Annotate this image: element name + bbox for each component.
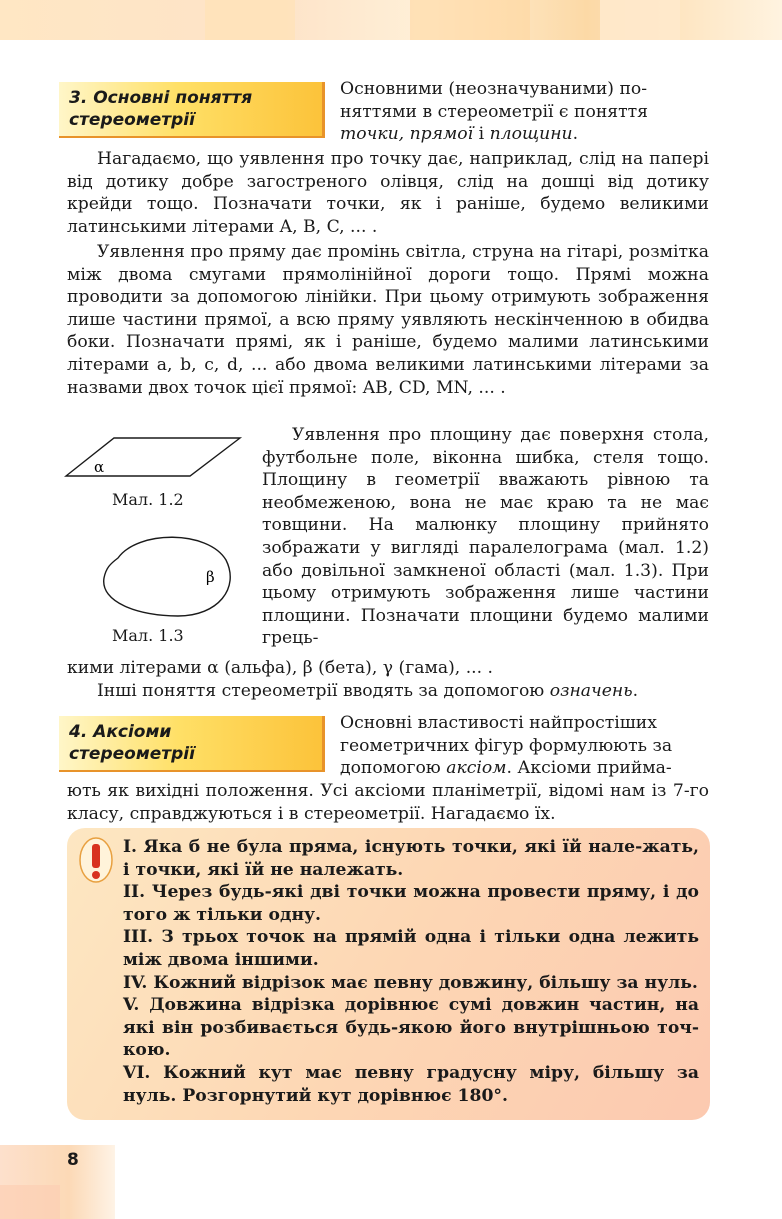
exclamation-icon [78, 836, 114, 884]
axiom-4: IV. Кожний відрізок має певну довжину, більшу за нуль. [123, 972, 698, 993]
section-3-heading-line2: стереометрії [69, 110, 195, 130]
figure-1-2-caption: Мал. 1.2 [112, 490, 184, 509]
axiom-1: I. Яка б не була пряма, існують точки, які їй нале-жать, і точки, які їй не належать. [123, 837, 699, 880]
section-4-intro: Основні властивості найпростіших геометричних фігур формулюють за допомогою аксіом. Аксіоми прийма- [340, 713, 673, 779]
figure-1-2-alpha-label: α [94, 458, 105, 476]
axiom-6: VI. Кожний кут має певну градусну міру, більшу за нуль. Розгорнутий кут дорівнює 180°. [123, 1062, 699, 1106]
bottom-decorative-band [0, 1145, 115, 1219]
section-4-heading-line1: 4. Аксіоми [69, 722, 172, 742]
section-4-heading-line2: стереометрії [69, 744, 195, 764]
figure-1-3-caption: Мал. 1.3 [112, 626, 184, 645]
paragraph-other-concepts: Інші поняття стереометрії вводять за допомогою означень. [97, 681, 639, 701]
top-decorative-band [0, 0, 782, 40]
section-3-heading [59, 82, 325, 138]
section-4-heading [59, 716, 325, 772]
paragraph-plane: Уявлення про площину дає поверхня стола, футбольне поле, віконна шибка, стеля тощо. Площину в геометрії вважають рівною та необмеженою, вона не має краю та не має товщини. На малюнку площину прийнято зображати у вигляді паралелограма (мал. 1.2) або довільної замкненої області (мал. 1.3). При цьому отримують зображення лише частини площини. Позначати площини будемо малими грець- [262, 425, 709, 649]
figure-1-2-parallelogram [64, 432, 244, 482]
axiom-5: V. Довжина відрізка дорівнює сумі довжин частин, на які він розбивається будь-якою його внутрішньою точ-кою. [123, 995, 699, 1061]
section-3-heading-line1: 3. Основні поняття [69, 88, 253, 108]
figure-1-3-closed-region [98, 530, 238, 622]
paragraph-line: Уявлення про пряму дає промінь світла, струна на гітарі, розмітка між двома смугами прямолінійної дороги тощо. Прямі можна проводити за допомогою лінійки. При цьому отримують зображення лише частини прямої, а всю пряму уявляють нескінченною в обидва боки. Позначати прямі, як і раніше, будемо малими латинськими літерами a, b, c, d, ... або двома великими латинськими літерами за назвами двох точок цієї прямої: AB, CD, MN, ... . [67, 242, 709, 398]
axioms-list [123, 836, 699, 1107]
section-4-paragraph: ють як вихідні положення. Усі аксіоми планіметрії, відомі нам із 7-го класу, справджуються і в стереометрії. Нагадаємо їх. [67, 781, 709, 824]
figure-1-3-beta-label: β [206, 568, 215, 586]
axiom-2: II. Через будь-які дві точки можна провести пряму, і до того ж тільки одну. [123, 882, 699, 925]
section-3-intro: Основними (неозначуваними) по- няттями в стереометрії є поняття точки, прямої і площини. [340, 79, 648, 145]
page-number: 8 [67, 1150, 79, 1170]
paragraph-point: Нагадаємо, що уявлення про точку дає, наприклад, слід на папері від дотику добре загостреного олівця, слід на дошці від дотику крейди тощо. Позначати точки, як і раніше, будемо великими латинськими літерами A, B, C, ... . [67, 149, 709, 237]
paragraph-plane-end: кими літерами α (альфа), β (бета), γ (гама), ... . [67, 658, 494, 678]
axiom-3: III. З трьох точок на прямій одна і тільки одна лежить між двома іншими. [123, 927, 699, 970]
